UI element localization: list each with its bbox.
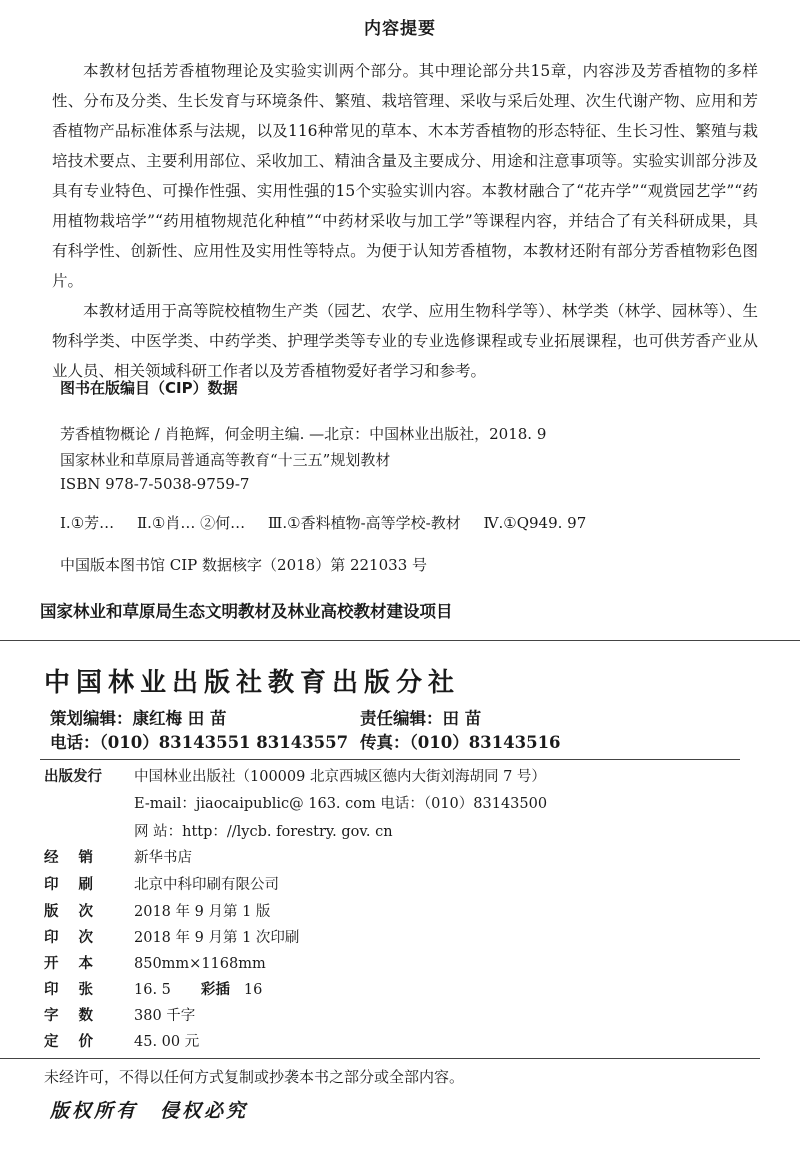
rights-statement: [50, 1096, 248, 1123]
project-title: 国家林业和草原局生态文明教材及林业高校教材建设项目: [40, 602, 453, 621]
website-line: 网 站：http：//lycb. forestry. gov. cn: [134, 824, 393, 840]
summary-paragraph: 本教材包括芳香植物理论及实验实训两个部分。其中理论部分共15章，内容涉及芳香植物的多样性、分布及分类、生长发育与环境条件、繁殖、栽培管理、采收与采后处理、次生代谢产物、应用和芳香植物产品标准体系与法规，以及116种常见的草本、木本芳香植物的形态特征、生长习性、繁殖与栽培技术要点、主要利用部位、采收加工、精油含量及主要成分、用途和注意事项等。实验实训部分涉及具有专业特色、可操作性强、实用性强的15个实验实训内容。本教材融合了“花卉学”“观赏园艺学”“药用植物栽培学”“药用植物规范化种植”“中药材采收与加工学”等课程内容，并结合了有关科研成果，具有科学性、创新性、应用性及实用性等特点。为便于认知芳香植物，本教材还附有部分芳香植物彩色图片。: [52, 62, 758, 290]
cip-class-item: Ⅲ.①香料植物-高等学校-教材: [267, 514, 461, 532]
spec-value: 380 千字: [134, 1008, 196, 1024]
responsible-editor-label: 责任编辑：: [360, 709, 443, 728]
spec-value: 45. 00 元: [134, 1034, 200, 1050]
spec-value: 850mm×1168mm: [134, 956, 266, 972]
phone-label: 电话：: [50, 733, 100, 752]
summary-paragraph: 本教材适用于高等院校植物生产类（园艺、农学、应用生物科学等）、林学类（林学、园林等）、生物科学类、中医学类、中药学类、护理学类等专业的专业选修课程或专业拓展课程，也可供芳香产业从业人员、相关领域科研工作者以及芳香植物爱好者学习和参考。: [52, 302, 758, 380]
infringement-notice: 侵权必究: [160, 1100, 249, 1122]
planning-editor-value: 康红梅 田 苗: [132, 709, 227, 728]
spec-label: 印张: [44, 982, 113, 998]
rights-reserved: 版权所有: [50, 1100, 139, 1122]
spec-label: 经销: [44, 850, 113, 866]
email-line: E-mail：jiaocaipublic@ 163. com 电话：（010）83143500: [134, 796, 548, 812]
spec-value: 新华书店: [134, 850, 192, 866]
cip-classification: [60, 512, 604, 533]
cip-heading: 图书在版编目（CIP）数据: [60, 379, 238, 397]
spec-row: [44, 926, 299, 947]
copyright-note: 未经许可，不得以任何方式复制或抄袭本书之部分或全部内容。: [44, 1068, 465, 1086]
spec-value: 2018 年 9 月第 1 次印刷: [134, 930, 300, 946]
spec-row: [44, 900, 270, 921]
divider: [0, 1058, 760, 1059]
cip-series-line: 国家林业和草原局普通高等教育“十三五”规划教材: [60, 451, 391, 469]
divider: [0, 640, 800, 641]
spec-row: [44, 978, 262, 999]
cip-class-item: Ⅱ.①肖… ②何…: [136, 514, 246, 532]
spec-value: 2018 年 9 月第 1 版: [134, 904, 271, 920]
website-row: [44, 820, 393, 841]
planning-editor-label: 策划编辑：: [50, 709, 133, 728]
publishing-row: [44, 765, 546, 786]
cip-title-line: 芳香植物概论 / 肖艳辉，何金明主编. —北京：中国林业出版社，2018. 9: [60, 425, 547, 443]
responsible-editor-value: 田 苗: [442, 709, 482, 728]
cip-class-item: Ⅳ.①Q949. 97: [483, 514, 587, 532]
spec-label: 字数: [44, 1008, 113, 1024]
spec-row: [44, 1030, 199, 1051]
spec-row: [44, 846, 192, 867]
spec-row: [44, 873, 279, 894]
spec-label: 开本: [44, 956, 113, 972]
spec-extra-label: 彩插: [200, 982, 230, 998]
spec-row: [44, 952, 266, 973]
summary-title: 内容提要: [364, 19, 436, 39]
spec-row: [44, 1004, 195, 1025]
publisher-branch: 中国林业出版社教育出版分社: [44, 668, 461, 698]
cip-class-item: Ⅰ.①芳…: [60, 514, 115, 532]
summary-body: [52, 56, 758, 386]
cip-number: 中国版本图书馆 CIP 数据核字（2018）第 221033 号: [60, 556, 428, 574]
spec-value: 北京中科印刷有限公司: [134, 877, 279, 893]
spec-label: 印次: [44, 930, 113, 946]
divider: [40, 759, 740, 760]
cip-isbn: ISBN 978-7-5038-9759-7: [60, 475, 250, 493]
fax-label: 传真：: [360, 733, 410, 752]
spec-extra-value: 16: [243, 982, 263, 998]
spec-value: 16. 5: [134, 982, 171, 998]
spec-label: 定价: [44, 1034, 113, 1050]
publishing-label: 出版发行: [44, 769, 102, 785]
phone-value: （010）83143551 83143557: [99, 733, 349, 752]
fax-value: （010）83143516: [409, 733, 561, 752]
spec-label: 版次: [44, 904, 113, 920]
spec-label: 印刷: [44, 877, 113, 893]
email-row: [44, 792, 547, 813]
contact-row: [50, 729, 561, 753]
publisher-address: 中国林业出版社（100009 北京西城区德内大街刘海胡同 7 号）: [134, 769, 546, 785]
editor-row: [50, 705, 482, 729]
